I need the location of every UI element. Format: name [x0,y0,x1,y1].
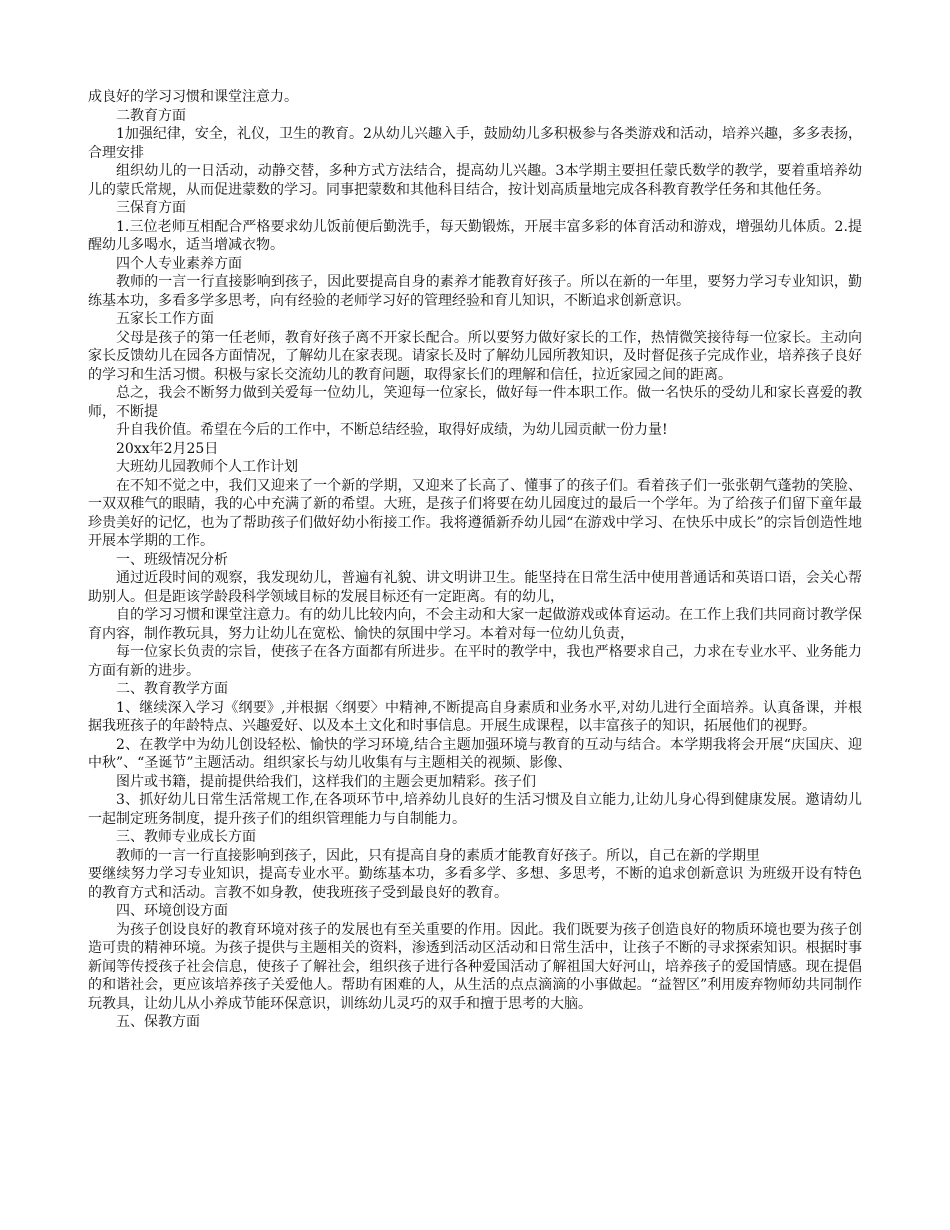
paragraph: 组织幼儿的一日活动，动静交替，多种方式方法结合，提高幼儿兴趣。3本学期主要担任蒙氏数学的教学，要着重培养幼儿的蒙氏常规，从而促进蒙数的学习。同事把蒙数和其他科目结合，按计划高质量地完成各科教育教学任务和其他任务。 [88,163,862,198]
paragraph: 四个人专业素养方面 [116,255,242,272]
paragraph: 总之，我会不断努力做到关爱每一位幼儿，笑迎每一位家长，做好每一件本职工作。做一名快乐的受幼儿和家长喜爱的教师，不断提 [88,385,862,420]
paragraph: 1加强纪律，安全，礼仪，卫生的教育。2从幼儿兴趣入手，鼓励幼儿多积极参与各类游戏和活动，培养兴趣，多多表扬，合理安排 [88,126,862,161]
paragraph: 四、环境创设方面 [116,903,228,919]
paragraph: 五、保教方面 [116,1014,200,1030]
paragraph: 父母是孩子的第一任老师，教育好孩子离不开家长配合。所以要努力做好家长的工作，热情微笑接待每一位家长。主动向家长反馈幼儿在园各方面情况，了解幼儿在家表现。请家长及时了解幼儿园所教知识，及时督促孩子完成作业，培养孩子良好的学习和生活习惯。积极与家长交流幼儿的教育问题，取得家长们的理解和信任，拉近家园之间的距离。 [88,329,862,383]
paragraph: 在不知不觉之中，我们又迎来了一个新的学期，又迎来了长高了、懂事了的孩子们。看着孩子们一张张朝气蓬勃的笑脸、一双双稚气的眼睛，我的心中充满了新的希望。大班，是孩子们将要在幼儿园度过的最后一个学年。为了给孩子们留下童年最珍贵美好的记忆，也为了帮助孩子们做好幼小衔接工作。我将遵循新乔幼儿园“在游戏中学习、在快乐中成长”的宗旨创造性地开展本学期的工作。 [88,477,862,549]
paragraph: 大班幼儿园教师个人工作计划 [116,459,298,475]
paragraph: 为孩子创设良好的教育环境对孩子的发展也有至关重要的作用。因此。我们既要为孩子创造良好的物质环境也要为孩子创造可贵的精神环境。为孩子提供与主题相关的资料，渗透到活动区活动和日常生活中，让孩子不断的寻求探索知识。根据时事新闻等传授孩子社会信息，使孩子了解社会，组织孩子进行各种爱国活动了解祖国大好河山，培养孩子的爱国情感。现在提倡的和谐社会，更应该培养孩子关爱他人。帮助有困难的人，从生活的点点滴滴的小事做起。“益智区”利用废弃物师幼共同制作玩教具，让幼儿从小养成节能环保意识，训练幼儿灵巧的双手和擅于思考的大脑。 [88,921,862,1012]
paragraph: 3、抓好幼儿日常生活常规工作,在各项环节中,培养幼儿良好的生活习惯及自立能力,让幼儿身心得到健康发展。邀请幼儿一起制定班务制度，提升孩子们的组织管理能力与自制能力。 [88,792,862,827]
paragraph: 20xx年2月25日 [116,440,219,457]
paragraph: 通过近段时间的观察，我发现幼儿，普遍有礼貌、讲文明讲卫生。能坚持在日常生活中使用普通话和英语口语，会关心帮助别人。但是距该学龄段科学领域目标的发展目标还有一定距离。有的幼儿， [88,570,862,605]
paragraph: 要继续努力学习专业知识，提高专业水平。勤练基本功，多看多学、多想、多思考，不断的追求创新意识 为班级开设有特色的教育方式和活动。言教不如身教，使我班孩子受到最良好的教育。 [88,866,862,901]
paragraph: 图片或书籍，提前提供给我们，这样我们的主题会更加精彩。孩子们 [116,773,536,790]
paragraph: 教师的一言一行直接影响到孩子，因此要提高自身的素养才能教育好孩子。所以在新的一年里，要努力学习专业知识，勤练基本功，多看多学多思考，向有经验的老师学习好的管理经验和育儿知识，不断追求创新意识。 [88,274,862,309]
paragraph: 自的学习习惯和课堂注意力。有的幼儿比较内向，不会主动和大家一起做游戏或体育运动。在工作上我们共同商讨教学保育内容，制作教玩具，努力让幼儿在宽松、愉快的氛围中学习。本着对每一位幼儿负责， [88,607,862,642]
paragraph: 教师的一言一行直接影响到孩子，因此，只有提高自身的素质才能教育好孩子。所以，自己在新的学期里 [116,847,760,864]
paragraph: 三、教师专业成长方面 [116,829,256,845]
paragraph: 成良好的学习习惯和课堂注意力。 [88,89,298,105]
paragraph: 五家长工作方面 [116,311,214,327]
paragraph: 升自我价值。希望在今后的工作中，不断总结经验，取得好成绩，为幼儿园贡献一份力量! [116,422,668,438]
paragraph: 每一位家长负责的宗旨，使孩子在各方面都有所进步。在平时的教学中，我也严格要求自己，力求在专业水平、业务能力方面有新的进步。 [88,644,862,679]
paragraph: 1.三位老师互相配合严格要求幼儿饭前便后勤洗手，每天勤锻炼，开展丰富多彩的体育活动和游戏，增强幼儿体质。2.提醒幼儿多喝水，适当增减衣物。 [88,218,862,253]
paragraph: 2、在教学中为幼儿创设轻松、愉快的学习环境,结合主题加强环境与教育的互动与结合。本学期我将会开展“庆国庆、迎中秋”、“圣诞节”主题活动。组织家长与幼儿收集有与主题相关的视频、影像、 [88,736,862,771]
paragraph: 三保育方面 [116,200,186,216]
paragraph: 二、教育教学方面 [116,681,228,697]
paragraph: 二教育方面 [116,107,186,124]
paragraph: 1、继续深入学习《纲要》,并根据〈纲要〉中精神,不断提高自身素质和业务水平,对幼儿进行全面培养。认真备课，并根据我班孩子的年龄特点、兴趣爱好、以及本土文化和时事信息。开展生成课程，以丰富孩子的知识，拓展他们的视野。 [88,699,862,734]
paragraph: 一、班级情况分析 [116,551,228,568]
